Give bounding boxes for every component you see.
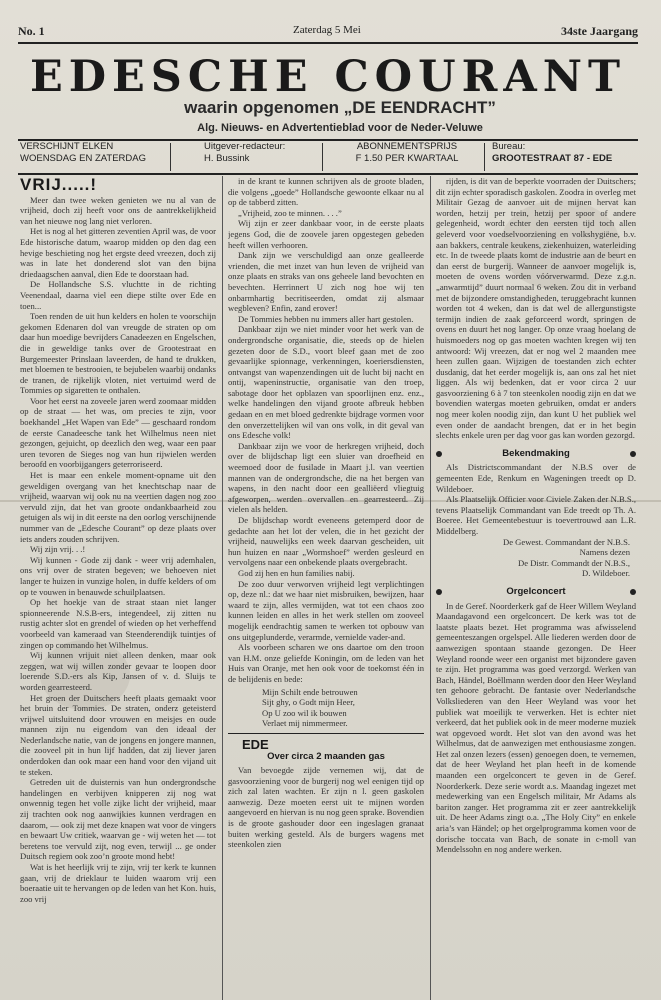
bullet-icon xyxy=(436,451,442,457)
issue-date: Zaterdag 5 Mei xyxy=(293,24,361,36)
poem-line: Op U zoo wil ik bouwen xyxy=(262,707,347,718)
issue-year: 34ste Jaargang xyxy=(561,24,638,38)
article-vrij-body xyxy=(20,195,216,905)
article-heading-gas: Over circa 2 maanden gas xyxy=(267,751,385,763)
column-3 xyxy=(436,176,636,1000)
paragraph: Wij zijn er zeer dankbaar voor, in de eerste plaats jegens God, die de zoovele jaren opgestegen gebeden heeft willen verhooren. xyxy=(228,218,424,250)
paragraph: Voor het eerst na zoveele jaren werd zoomaar midden op de straat — het was, om precies te zijn, voor boekhandel „Het Wapen van Ede” — geschaard rondom de eerste Canadeesche tank het Wilhelmus neen niet gezongen, gejuicht, op deezlich den weg, waar een paar uren tevoren de Sieges nog van hun rijwielen werden beroofd en voorbijgangers geterroriseerd. xyxy=(20,395,216,470)
section-rule xyxy=(228,733,424,734)
infobar-separator xyxy=(322,143,323,171)
paragraph: Wij kunnen - Gode zij dank - weer vrij ademhalen, ons vrij over de straten begeven; we behoeven niet langer te huizen in vunzige holen, in duffe kelders of om op te vouwen in benauwde schuilplaatsen. xyxy=(20,554,216,597)
publisher-name: H. Bussink xyxy=(204,153,250,164)
column-divider xyxy=(222,176,223,1000)
poem-line: Verlaet mij nimmermeer. xyxy=(262,718,348,729)
paragraph: Dank zijn we verschuldigd aan onze gealleerde vrienden, die met inzet van hun leven de vrijheid van onze plaats en straks van ons geheele land bevochten en bevechten. Herrinnert U zich nog hoe wij ten onbarmhartig becritiseerden, omdat zij alsmaar wegbleven? Enfin, zand erover! xyxy=(228,250,424,314)
poem-line: Sijt ghy, o Godt mijn Heer, xyxy=(262,697,355,708)
office-address: GROOTESTRAAT 87 - EDE xyxy=(492,153,613,164)
section-heading-ede: EDE xyxy=(242,736,269,752)
paragraph: Als Plaatselijk Officier voor Civiele Zaken der N.B.S., tevens Plaatselijk Commandant van Ede treedt op Th. A. Boeree. Het Gemeentebestuur is toevertrouwd aan L.R. Middelberg. xyxy=(436,494,636,536)
paragraph: Als Districtscommandant der N.B.S over de gemeenten Ede, Renkum en Wageningen treedt op D. Wildeboer. xyxy=(436,462,636,494)
paragraph: „Vrijheid, zoo te minnen. . . .” xyxy=(238,207,342,218)
paragraph: Meer dan twee weken genieten we nu al van de vrijheid, doch zij heeft voor ons de aantrekkelijkheid van het nieuwe nog lang niet verloren. xyxy=(20,194,216,226)
signature-line: D. Wildeboer. xyxy=(582,568,630,579)
article-gas-body xyxy=(228,765,424,850)
bullet-icon xyxy=(630,451,636,457)
appears-line-2: WOENSDAG EN ZATERDAG xyxy=(20,153,146,164)
notice-heading-label: Bekendmaking xyxy=(502,447,570,459)
article-heading-vrij: VRIJ.....! xyxy=(20,176,98,194)
paragraph: Het is nog al het gitteren zeventien April was, de voor Ede historische datum, waarop midden op den dag een hevige beschieting nog het ergste deed vreezen, doch zij was in late het donderend slot van den bijna driedaagschen aanval, dien Ede te doorstaan had. xyxy=(20,226,216,279)
publisher-cell xyxy=(204,141,324,173)
concert-heading-label: Orgelconcert xyxy=(506,585,566,597)
column-2 xyxy=(228,176,424,1000)
paragraph: Wij kunnen vrijuit niet alleen denken, maar ook zeggen, wat wij willen zonder gevaar te loopen door loerende S.D.-ers als Kip, Jansen of v. d. Sluijs te worden gearresteerd. xyxy=(20,650,216,692)
subscription-cell xyxy=(332,141,482,173)
infobar-bottom-rule xyxy=(18,173,638,175)
column-divider xyxy=(430,176,431,1000)
article-gas-continued xyxy=(436,176,636,441)
office-cell xyxy=(492,141,638,173)
paragraph: Wij zijn vrij. . .! xyxy=(30,544,86,555)
appears-cell xyxy=(20,141,170,173)
paragraph: Wat is het heerlijk vrij te zijn, vrij ter kerk te kunnen gaan, vrij de drieklaur te luiden waarom vrij een boeraatie uit te hervangen op de leden van het Kon. huis, zoo vrij xyxy=(20,862,216,904)
paragraph: Het is maar een enkele moment-opname uit den geweldigen overgang van het knechtschap naar de vrijheid, waarvan wij ook nu na veertien dagen nog zoo vervuld zijn, dat het van groote ondankbaarheid zou getuigen als wij in dit eerste na den oorlog verschijnende nummer van de „Edesche Courant” op deze plaats over iets anders zouden schrijven. xyxy=(20,470,216,544)
paragraph: De Tommies hebben nu immers aller hart gestolen. xyxy=(238,313,414,324)
masthead-subtitle: waarin opgenomen „DE EENDRACHT” xyxy=(184,98,496,117)
paragraph: Als voorbeen scharen we ons daartoe om den troon van H.M. onze geliefde Koningin, om de leden van het Huis van Oranje, met hen ook voor de toekomst één in de belijdenis en bede: xyxy=(228,642,424,684)
notice-body xyxy=(436,462,636,536)
signature-line: De Distr. Commandt der N.B.S., xyxy=(518,557,630,568)
paragraph: In de Geref. Noorderkerk gaf de Heer Willem Weyland Maandagavond een orgelconcert. De kerk was tot de laatste plaats bezet. Het programma was afwisselend gemeenteszangen orgelspel. Alle liederen werden door de aanwezigen spontaan staande gezongen. De Heer Weyland roonde weer een organist met bijzondere gaven te zijn. Het programma was goed verzorgd. Werken van Bach, Händel, Boëllmann werden door den Heer Weyland ten gehoore gebracht. De fantasie over Nederlandsche Volksliederen van den Heer Weyland was voor het publiek wat moeilijk te verwerken. Het is echter niet verkeerd, dat het publiek ook in de meer moderne muziek wat opgevoed wordt. Het slot van den avond was het Wilhelmus, dat de aanwezigen met enthousiasme zongen. Het zal onzen lezers (essen) genoegen doen, te vernemen, dat de heer Weyland het plan heeft in de komende maanden een orgelconcert te geven in de Geref. Noorderkerk. Deze serie wordt a.s. Maandag ingezet met medewerking van een Engelsch militair, Mr Adams als bariton zanger. Het programma zit er zeer aantrekkelijk uit. De heer Adams zingt o.a. „The Holy City” en enkele aria’s van Händel; op het orgelprogramma komen voor de dorische toccata van Bach, de sonate in c-moll van Mendelssohn en nog andere werken. xyxy=(436,600,636,855)
bullet-icon xyxy=(436,589,442,595)
issue-number: No. 1 xyxy=(18,24,45,38)
paragraph: Op het hoekje van de straat staan niet langer spionneerende N.S.B-ers, integendeel, zij zitten nu rustig achter slot en grendel of wieden op het verheffend voorbeeld van kameraad van Steenderendijk tuintjes of zingen op commando het Wilhelmus. xyxy=(20,597,216,650)
infobar-separator xyxy=(484,143,485,171)
paragraph: De zoo duur verworven vrijheid legt verplichtingen op, deze nl.: dat we haar niet misbruiken, bewijzen, haar waard te zijn, alles vermijden, wat tot een chaos zoo kunnen leiden en alles in het werk stellen om zooveel mogelijk eendrachtig samen te werken tot opbouw van ons uitgeplunderde, verarmde, vernielde vader-and. xyxy=(228,578,424,642)
top-rule xyxy=(18,42,638,44)
infobar-separator xyxy=(170,143,171,171)
subscription-label: ABONNEMENTSPRIJS xyxy=(356,141,458,152)
paragraph: Van bevoegde zijde vernemen wij, dat de gasvoorziening voor de burgerij nog wel eenigen tijd op zich zal laten wachten. Er zijn n l. geen gaskolen aanwezig. Deze moeten eerst uit te mijnen worden aangevoerd en hiervan is nu nog geen sprake. Bovendien is de groote gashouder door een ingeslagen granaat buiten werking gesteld. Als de burgers wagens met steenkolen zien xyxy=(228,765,424,850)
paragraph: Dankbaar zijn we niet minder voor het werk van de ondergrondsche organisatie, die, steeds op de hielen gezeten door de S.D., voort bleef gaan met de zoo gevaarlijke spionnage, verkenningen, koeriersdiensten, ontvangst van wapenzendingen uit de lucht bij nacht en ontij, wapeninstructie, organisatie van den troep, sabotage door het opblazen van spoorlijnen enz. enz., welke handelingen den vijand groote afbreuk hebben gedaan en en met bloed gedrenkte bijdrage vormen voor den onverzettelijken wil van ons volk, in dit geval van ons Edesche volk! xyxy=(228,324,424,441)
issue-info-line xyxy=(18,22,638,42)
paragraph: De Hollandsche S.S. vluchtte in de richting Veenendaal, daarna viel een diepe stilte over Ede en toen... xyxy=(20,279,216,311)
paragraph: Dankbaar zijn we voor de herkregen vrijheid, doch over de blijdschap ligt een sluier van droefheid en weemoed door de fusilade in Maart j.l. van veertien mannen van de ondergrondsche, die na het bergen van wapens, in den nacht door een gealliëerd vliegtuig afgeworpen, werden overvallen en gearresteerd. Zij vielen als helden. xyxy=(228,440,424,515)
office-label: Bureau: xyxy=(492,141,526,152)
concert-body xyxy=(436,601,636,855)
signature-line: De Gewest. Commandant der N.B.S. xyxy=(503,536,630,547)
publisher-label: Uitgever-redacteur: xyxy=(204,141,286,152)
subscription-price: F 1.50 PER KWARTAAL xyxy=(355,153,459,164)
paragraph: Toen renden de uit hun kelders en holen te voorschijn gekomen Edenaren dol van vreugde de straten op om daar hun moedige bevrijders Canadeezen en Engelschen, die in geweldige tanks over de Grootestraat en Burgemeester Prinslaan laveerden, de hand te drukken, met bloemen te bestrooien, te bejubelen waarbij ondanks de tranen, de rijkelijk vloten, niet vertuimd werd de Tommies op sigaretten te onthalen. xyxy=(20,311,216,396)
column-1 xyxy=(20,176,216,1000)
paragraph: in de krant te kunnen schrijven als de groote bladen, die volgens „goede” Hollandsche gewoonte elkaar nu al op de tabberd zitten. xyxy=(228,176,424,208)
poem-wilhelmus xyxy=(228,687,424,729)
notice-signature xyxy=(436,537,636,579)
notice-heading xyxy=(436,449,636,460)
paragraph: rijden, is dit van de beperkte voorraden der Duitschers; dit zijn echter sporadisch gaskolen. Zoodra in overleg met Militair Gezag de aanvoer uit de mijnen hervat kan worden, hetzij per trein, hetzij per spoor of andere gelegenheid, wordt echter den eersten tijd toch allen geleverd voor voedselvoorziening en volkshygiëne, b.v. aan bakkers, centrale keukens, ziekenhuizen, waterleiding etc. In de tweede plaats komt de industrie aan de beurt en dan eerst de burgerij. Wanneer de aanvoer mogelijk is, moeten de ovens worden vóórverwarmd. Deze z.g.n. „anwarmtijd” duurt normaal 6 weken. Zou dit in verband met de bijzondere omstandigheden, teruggebracht kunnen worden tot 4 weken, dan is dat wel de allergunstigste termijn indien de zaak geforceerd wordt, springen de ovens en duurt het nog langer. Op onze vraag hoelang de huismoeders nog op gas moeten wachten kregen wij ten antwoord: Wij vreezen, dat er nog wel 2 maanden mee heen zullen gaan. Wijzigen de toestanden zich echter dusdanig, dat het eerder mogelijk is, aan ons zal het niet liggen. Als wij bedenken, dat er voor circa 2 uur gasvoorziening 6 à 7 ton steenkolen noodig zijn en dat we bovendien watergas moeten gebruiken, omdat er anders nog meer kolen noodig zijn, dan kunt U het publiek wel even onder de aandacht brengen, dat er in het begin slechts enkele uren per dag voor gas kan worden gezorgd. xyxy=(436,176,636,441)
concert-heading xyxy=(436,587,636,598)
masthead-tagline: Alg. Nieuws- en Advertentieblad voor de Neder-Veluwe xyxy=(197,122,483,134)
article-vrij-continued xyxy=(228,176,424,685)
masthead-title: EDESCHE COURANT xyxy=(29,52,627,102)
paragraph: Getreden uit de duisternis van hun ondergrondsche handelingen en verbijven knipperen zij nog wat onwennig tegen het volle zijke licht der vrijheid, maar zij trachten ook nog aanwijkies kunnen verdragen en daarom, — ook zij met deze knapen wat voor de vingers en bewaart Uw critiek, waarvan ge - wij weten het — tot beretens toe vervuld zijt, nog even, terwijl ... ge onder Duitsch regiem ook zoo’n groote mond hebt! xyxy=(20,777,216,862)
infobar xyxy=(18,141,638,173)
paragraph: Het groen der Duitschers heeft plaats gemaakt voor het bruin der Tommies. De straten, onderz geteisterd vrijwel uitsluitend door vrouwen en meisjes en oude mannen zijn nu eigendom van den ideaal der Nederlandsche natie, van de jongens en jongere mannen, die zooveel pit in hun lijf hadden, dat zij liever jaren onderdoken dan ook maar een hand voor den vijand uit te steken. xyxy=(20,692,216,777)
paragraph: De blijdschap wordt eveneens getemperd door de gedachte aan het lot der velen, die in het gezicht der vrijheid, nauwelijks een week daarvan gescheiden, uit hun huizen en naar „Wormshoef” werden gesleurd en vervolgens naar een onbekende plaats overgebracht. xyxy=(228,515,424,568)
paragraph: God zij hen en hun families nabij. xyxy=(238,567,355,578)
appears-line-1: VERSCHIJNT ELKEN xyxy=(20,141,114,152)
poem-line: Mijn Schilt ende betrouwen xyxy=(262,686,358,697)
signature-line: Namens dezen xyxy=(579,547,630,558)
bullet-icon xyxy=(630,589,636,595)
